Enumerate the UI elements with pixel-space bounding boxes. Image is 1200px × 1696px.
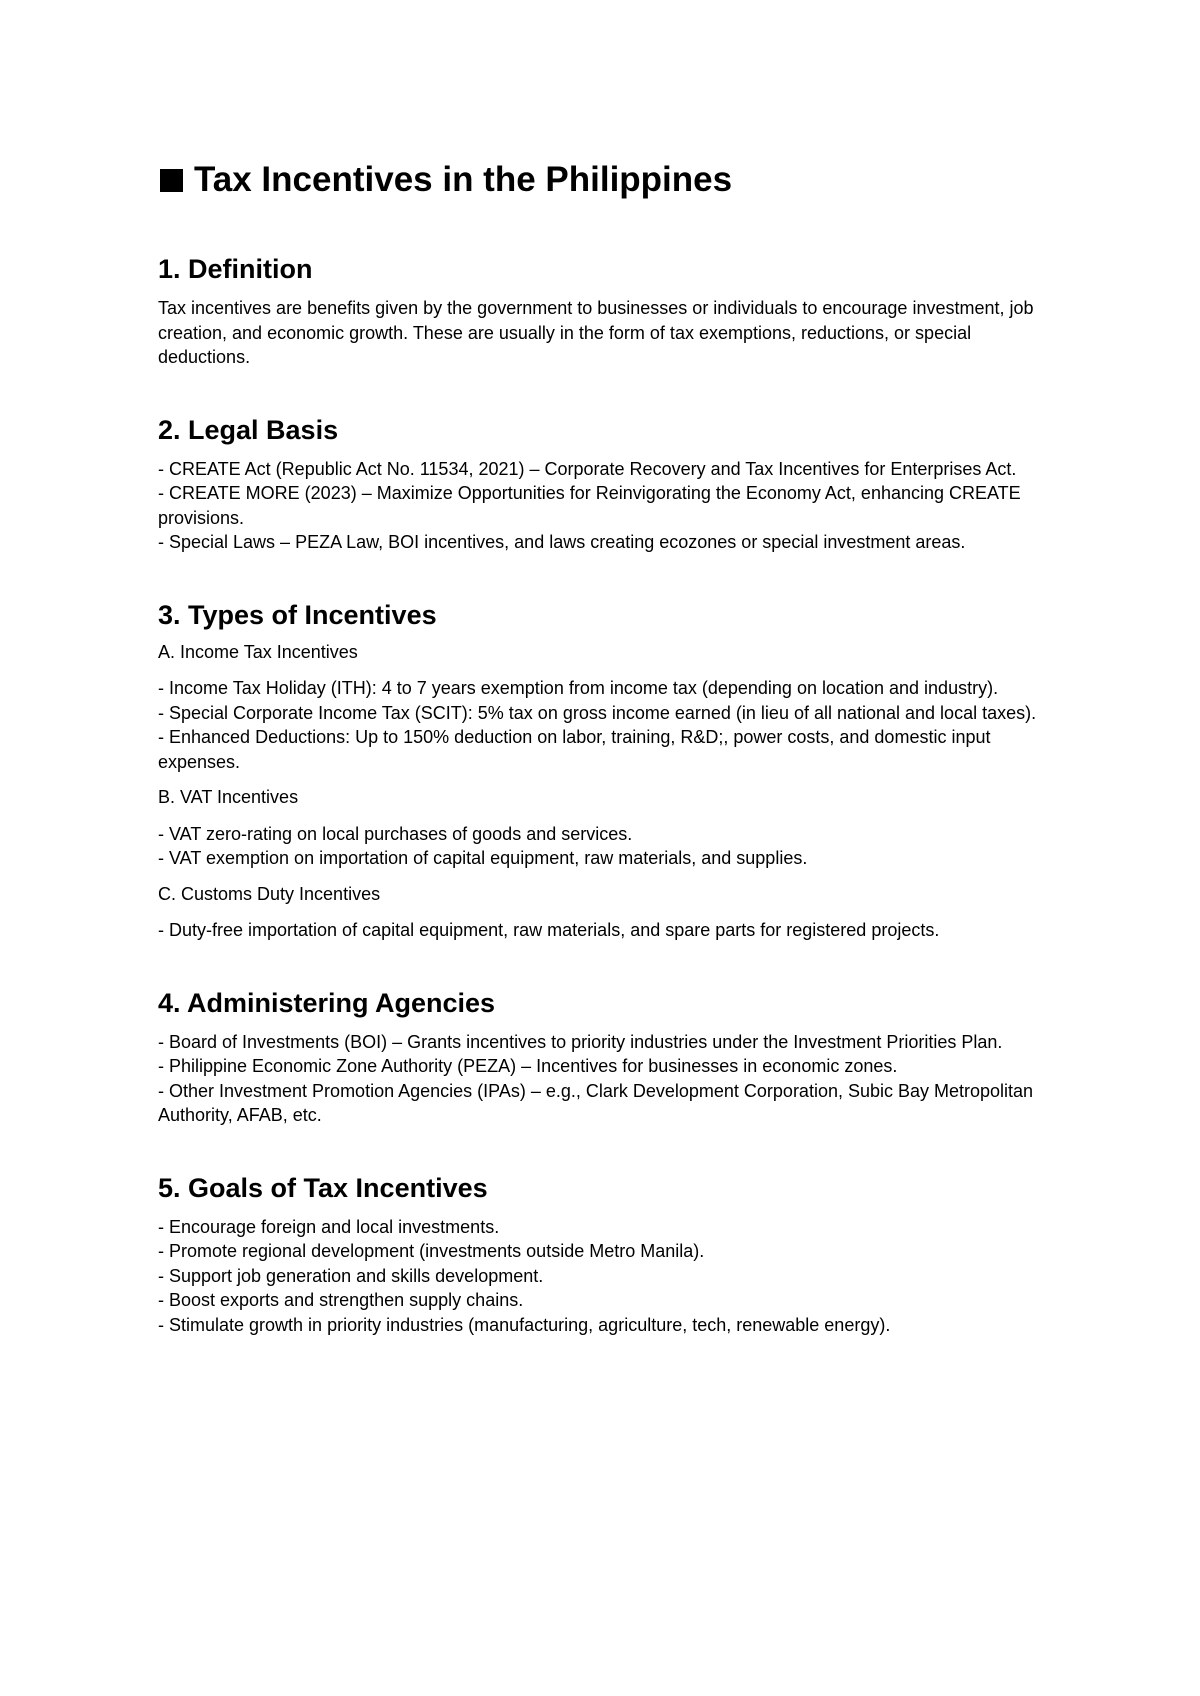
section-heading: 4. Administering Agencies bbox=[158, 987, 496, 1018]
section-legal-basis bbox=[158, 413, 1058, 555]
list-item: - Philippine Economic Zone Authority (PEZA) – Incentives for businesses in economic zones. bbox=[158, 1056, 898, 1076]
list-item: - Support job generation and skills development. bbox=[158, 1265, 544, 1286]
section-administering-agencies bbox=[158, 986, 1058, 1128]
document-title bbox=[158, 158, 1058, 202]
section-types-of-incentives bbox=[158, 598, 1058, 943]
section-heading: 2. Legal Basis bbox=[158, 414, 339, 445]
list-item: - Stimulate growth in priority industries (manufacturing, agriculture, tech, renewable energy). bbox=[158, 1314, 891, 1335]
list-item: - Promote regional development (investments outside Metro Manila). bbox=[158, 1241, 705, 1261]
section-heading: 1. Definition bbox=[158, 254, 313, 284]
list-item: - VAT zero-rating on local purchases of goods and services. bbox=[158, 823, 633, 844]
list-item: - Special Laws – PEZA Law, BOI incentives, and laws creating ecozones or special investment areas. bbox=[158, 532, 966, 552]
list-item: - Enhanced Deductions: Up to 150% deduction on labor, training, R&D;, power costs, and domestic input expenses. bbox=[158, 727, 991, 772]
section-heading: 5. Goals of Tax Incentives bbox=[158, 1172, 488, 1203]
list-item: - Income Tax Holiday (ITH): 4 to 7 years exemption from income tax (depending on location and industry). bbox=[158, 678, 999, 698]
section-goals bbox=[158, 1171, 1058, 1338]
square-bullet-icon bbox=[160, 169, 183, 192]
section-heading: 3. Types of Incentives bbox=[158, 599, 437, 630]
list-item: - CREATE Act (Republic Act No. 11534, 2021) – Corporate Recovery and Tax Incentives for Enterprises Act. bbox=[158, 458, 1017, 479]
list-item: - Other Investment Promotion Agencies (IPAs) – e.g., Clark Development Corporation, Subic Bay Metropolitan Authority, AFAB, etc. bbox=[158, 1080, 1034, 1125]
section-definition bbox=[158, 252, 1058, 370]
document-page bbox=[158, 158, 1058, 1337]
subsection-label: C. Customs Duty Incentives bbox=[158, 883, 381, 904]
definition-paragraph: Tax incentives are benefits given by the government to businesses or individuals to encourage investment, job creation, and economic growth. These are usually in the form of tax exemptions, reductions, or special deductions. bbox=[158, 298, 1034, 367]
list-item: - CREATE MORE (2023) – Maximize Opportunities for Reinvigorating the Economy Act, enhancing CREATE provisions. bbox=[158, 483, 1021, 528]
document-title-text: Tax Incentives in the Philippines bbox=[194, 160, 733, 199]
list-item: - Duty-free importation of capital equipment, raw materials, and spare parts for registered projects. bbox=[158, 920, 940, 940]
subsection-label: A. Income Tax Incentives bbox=[158, 641, 358, 662]
list-item: - Board of Investments (BOI) – Grants incentives to priority industries under the Investment Priorities Plan. bbox=[158, 1031, 1003, 1052]
list-item: - Boost exports and strengthen supply chains. bbox=[158, 1290, 524, 1310]
list-item: - Special Corporate Income Tax (SCIT): 5% tax on gross income earned (in lieu of all national and local taxes). bbox=[158, 702, 1037, 723]
list-item: - VAT exemption on importation of capital equipment, raw materials, and supplies. bbox=[158, 848, 808, 868]
subsection-label: B. VAT Incentives bbox=[158, 787, 299, 807]
list-item: - Encourage foreign and local investments. bbox=[158, 1216, 500, 1237]
